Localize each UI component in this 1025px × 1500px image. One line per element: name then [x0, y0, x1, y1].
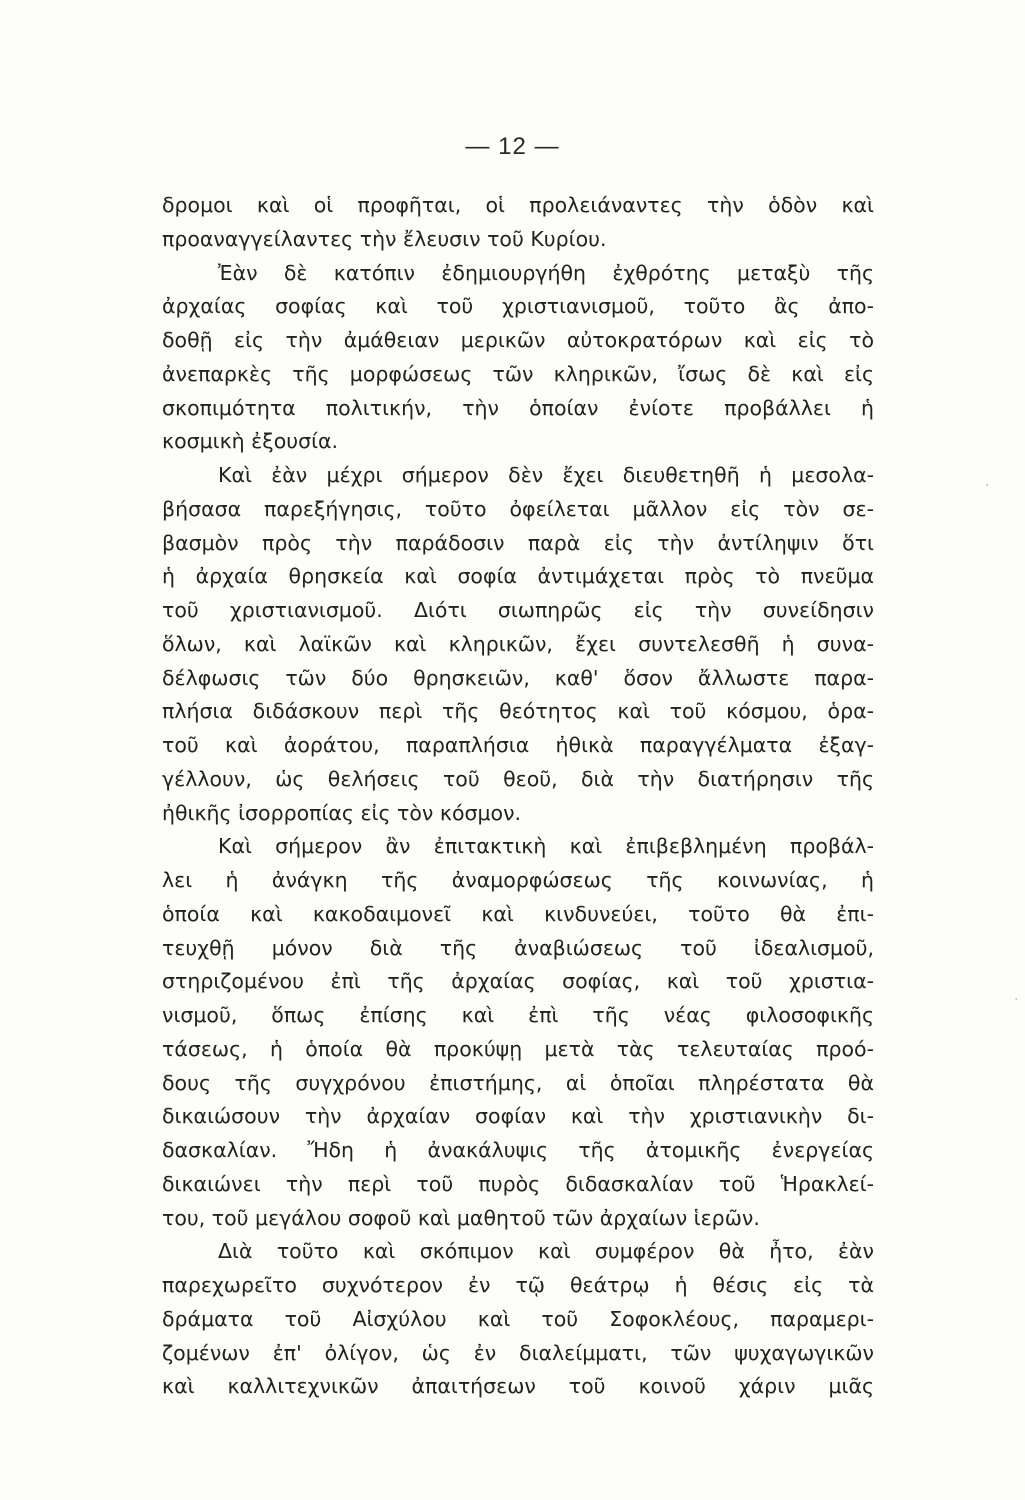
text-line: δασκαλίαν. Ἤδη ἡ ἀνακάλυψις τῆς ἀτομικῆς ἐνεργείας	[162, 1138, 874, 1162]
text-line: Διὰ τοῦτο καὶ σκόπιμον καὶ συμφέρον θὰ ἦτο, ἐὰν	[218, 1239, 874, 1264]
text-line: στηριζομένου ἐπὶ τῆς ἀρχαίας σοφίας, καὶ τοῦ χριστια-	[162, 969, 874, 994]
text-line: σκοπιμότητα πολιτικήν, τὴν ὁποίαν ἐνίοτε προβάλλει ἡ	[162, 395, 874, 420]
text-line: Καὶ σήμερον ἂν ἐπιτακτικὴ καὶ ἐπιβεβλημένη προβάλ-	[218, 834, 874, 859]
text-line: βασμὸν πρὸς τὴν παράδοσιν παρὰ εἰς τὴν ἀντίληψιν ὅτι	[162, 530, 874, 555]
text-line: βήσασα παρεξήγησις, τοῦτο ὀφείλεται μᾶλλον εἰς τὸν σε-	[162, 496, 874, 521]
text-line: τάσεως, ἡ ὁποία θὰ προκύψῃ μετὰ τὰς τελευταίας προό-	[162, 1036, 874, 1061]
text-line: ὁποία καὶ κακοδαιμονεῖ καὶ κινδυνεύει, τοῦτο θὰ ἐπι-	[162, 901, 874, 926]
text-line: ἀνεπαρκὲς τῆς μορφώσεως τῶν κληρικῶν, ἴσως δὲ καὶ εἰς	[162, 361, 874, 386]
text-line: τευχθῇ μόνον διὰ τῆς ἀναβιώσεως τοῦ ἰδεαλισμοῦ,	[162, 935, 874, 960]
text-line: του, τοῦ μεγάλου σοφοῦ καὶ μαθητοῦ τῶν ἀρχαίων ἱερῶν.	[162, 1205, 760, 1230]
text-line: Καὶ ἐὰν μέχρι σήμερον δὲν ἔχει διευθετηθῆ ἡ μεσολα-	[218, 463, 874, 487]
page-number: — 12 —	[465, 133, 560, 160]
body-text	[162, 189, 874, 1404]
text-line: δέλφωσις τῶν δύο θρησκειῶν, καθ' ὅσον ἄλλωστε παρα-	[162, 665, 874, 690]
text-line: τοῦ χριστιανισμοῦ. Διότι σιωπηρῶς εἰς τὴν συνείδησιν	[162, 598, 874, 622]
text-line: παρεχωρεῖτο συχνότερον ἐν τῷ θεάτρῳ ἡ θέσις εἰς τὰ	[162, 1273, 874, 1297]
text-line: νισμοῦ, ὅπως ἐπίσης καὶ ἐπὶ τῆς νέας φιλοσοφικῆς	[162, 1003, 874, 1027]
text-line: λει ἡ ἀνάγκη τῆς ἀναμορφώσεως τῆς κοινωνίας, ἡ	[162, 868, 874, 892]
text-line: δράματα τοῦ Αἰσχύλου καὶ τοῦ Σοφοκλέους, παραμερι-	[162, 1306, 874, 1331]
text-line: πλήσια διδάσκουν περὶ τῆς θεότητος καὶ τοῦ κόσμου, ὁρα-	[162, 699, 874, 724]
text-line: ζομένων ἐπ' ὀλίγον, ὡς ἐν διαλείμματι, τῶν ψυχαγωγικῶν	[162, 1340, 874, 1365]
text-line: δρομοι καὶ οἱ προφῆται, οἱ προλειάναντες τὴν ὁδὸν καὶ	[162, 193, 874, 217]
text-line: δους τῆς συγχρόνου ἐπιστήμης, αἱ ὁποῖαι πληρέστατα θὰ	[162, 1070, 874, 1095]
margin-speck: ·	[1014, 992, 1019, 1008]
text-line: δικαιώσουν τὴν ἀρχαίαν σοφίαν καὶ τὴν χριστιανικὴν δι-	[162, 1104, 874, 1129]
text-line: κοσμικὴ ἐξουσία.	[162, 429, 339, 454]
text-line: δικαιώνει τὴν περὶ τοῦ πυρὸς διδασκαλίαν τοῦ Ἡρακλεί-	[162, 1171, 874, 1196]
text-line: Ἐὰν δὲ κατόπιν ἐδημιουργήθη ἐχθρότης μεταξὺ τῆς	[218, 260, 874, 285]
text-line: ἡ ἀρχαία θρησκεία καὶ σοφία ἀντιμάχεται πρὸς τὸ πνεῦμα	[162, 564, 874, 589]
margin-speck: ·	[985, 478, 990, 494]
text-line: ὅλων, καὶ λαϊκῶν καὶ κληρικῶν, ἔχει συντελεσθῆ ἡ συνα-	[162, 631, 874, 656]
text-line: γέλλουν, ὡς θελήσεις τοῦ θεοῦ, διὰ τὴν διατήρησιν τῆς	[162, 766, 874, 791]
text-line: προαναγγείλαντες τὴν ἔλευσιν τοῦ Κυρίου.	[162, 226, 607, 251]
text-line: ἠθικῆς ἰσορροπίας εἰς τὸν κόσμον.	[162, 800, 522, 825]
text-line: δοθῇ εἰς τὴν ἀμάθειαν μερικῶν αὐτοκρατόρων καὶ εἰς τὸ	[162, 328, 874, 352]
text-line: καὶ καλλιτεχνικῶν ἀπαιτήσεων τοῦ κοινοῦ χάριν μιᾶς	[162, 1374, 874, 1399]
text-line: τοῦ καὶ ἀοράτου, παραπλήσια ἠθικὰ παραγγέλματα ἐξαγ-	[162, 733, 874, 757]
text-line: ἀρχαίας σοφίας καὶ τοῦ χριστιανισμοῦ, τοῦτο ἂς ἀπο-	[162, 294, 874, 319]
